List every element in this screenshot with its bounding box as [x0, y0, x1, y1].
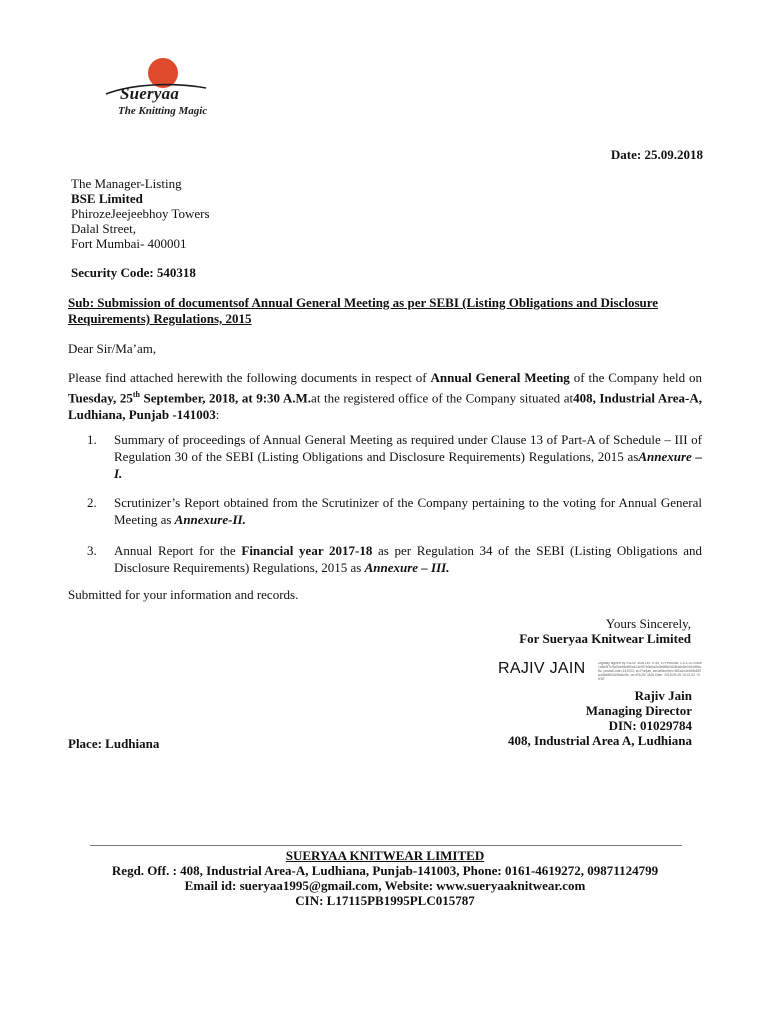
- footer-cin: CIN: L17115PB1995PLC015787: [295, 893, 475, 908]
- digital-signature-details: Digitally signed by RAJIV JAIN DN: c=IN, o=Personal, 2.5.4.20=0d6b1a5e3f7c9a2b4d6e8f0a1c3e5f7b9d0a2c4e6f8b0d2f4a6c8e0b2d4f6a8c, postalCode=141003, st=Punjab, serialNumber=8f2a1c4e6b8d0f2a4c6e8b0d2f4a6c8e, cn=RAJIV JAIN Date: 2018.09.25 16:41:32 +05'30': [598, 662, 702, 681]
- list-item-number: 3.: [87, 543, 97, 558]
- footer-address: Regd. Off. : 408, Industrial Area-A, Ludhiana, Punjab-141003, Phone: 0161-4619272, 09871124799: [111, 863, 659, 878]
- recipient-line-1: The Manager-Listing: [71, 176, 182, 191]
- signatory-name: Rajiv Jain: [634, 688, 692, 703]
- salutation: Dear Sir/Ma’am,: [68, 341, 157, 356]
- list-item-number: 1.: [87, 432, 97, 447]
- list-item-text: Annual Report for the Financial year 2017-18 as per Regulation 34 of the SEBI (Listing Obligations and Disclosure Requirements) Regulations, 2015 as Annexure – III.: [114, 543, 702, 575]
- list-item-text: Scrutinizer’s Report obtained from the Scrutinizer of the Company pertaining to the voting for Annual General Meeting as Annexure-II.: [114, 495, 702, 527]
- subject-line-2: Requirements) Regulations, 2015: [68, 311, 252, 326]
- recipient-line-5: Fort Mumbai- 400001: [71, 236, 187, 251]
- footer-contact: Email id: sueryaa1995@gmail.com, Website: www.sueryaaknitwear.com: [184, 878, 586, 893]
- logo-brand: Sueryaa: [120, 84, 180, 103]
- letter-date: Date: 25.09.2018: [610, 147, 703, 162]
- closing-company: For Sueryaa Knitwear Limited: [519, 631, 691, 646]
- subject-line-1: Sub: Submission of documentsof Annual General Meeting as per SEBI (Listing Obligations and Disclosure: [68, 295, 659, 310]
- footer-company: SUERYAA KNITWEAR LIMITED: [285, 848, 485, 863]
- footer-divider: [90, 845, 682, 846]
- intro-paragraph: Please find attached herewith the following documents in respect of Annual General Meeting of the Company held on Tuesday, 25th September, 2018, at 9:30 A.M.at the registered office of the Company situated at408, Industrial Area-A, Ludhiana, Punjab -141003:: [68, 370, 703, 423]
- signatory-address: 408, Industrial Area A, Ludhiana: [508, 733, 692, 748]
- digital-signature-name: RAJIV JAIN: [498, 660, 586, 677]
- logo-tagline: The Knitting Magic: [118, 105, 208, 117]
- signatory-title: Managing Director: [585, 703, 692, 718]
- list-item-text: Summary of proceedings of Annual General Meeting as required under Clause 13 of Part-A of Schedule – III of Regulation 30 of the SEBI (Listing Obligations and Disclosure Requirements) Regulations, 2015 asAnnexure – I.: [114, 432, 702, 481]
- place: Place: Ludhiana: [68, 736, 160, 751]
- closing-yours: Yours Sincerely,: [605, 616, 691, 631]
- submitted-line: Submitted for your information and records.: [68, 587, 299, 602]
- recipient-line-4: Dalal Street,: [71, 221, 136, 236]
- list-item-number: 2.: [87, 495, 97, 510]
- recipient-line-3: PhirozeJeejeebhoy Towers: [71, 206, 210, 221]
- signatory-din: DIN: 01029784: [608, 718, 692, 733]
- security-code: Security Code: 540318: [71, 265, 196, 280]
- recipient-line-2: BSE Limited: [71, 191, 143, 206]
